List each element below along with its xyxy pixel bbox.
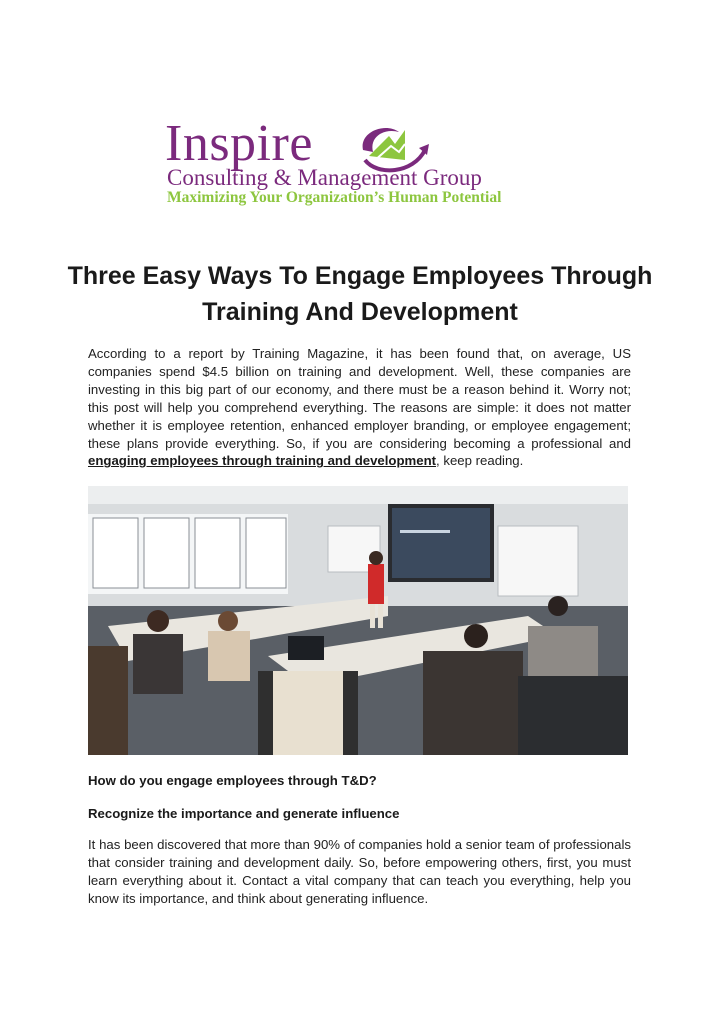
photo-illustration bbox=[88, 486, 628, 755]
logo-tagline: Maximizing Your Organization’s Human Potential bbox=[167, 189, 502, 206]
article-title: Three Easy Ways To Engage Employees Through Training And Development bbox=[67, 262, 653, 326]
intro-tail: , keep reading. bbox=[436, 453, 524, 469]
subheading-importance: Recognize the importance and generate influence bbox=[88, 806, 400, 821]
logo-company-name: Consulting & Management Group bbox=[167, 165, 482, 190]
company-logo bbox=[165, 115, 575, 210]
training-session-photo bbox=[88, 486, 628, 755]
training-development-link[interactable]: engaging employees through training and development bbox=[88, 453, 437, 469]
intro-text: According to a report by Training Magazine, it has been found that, on average, US companies spend $4.5 billion on training and development. Well, these companies are investing in this big part of our economy, and there must be a reason behind it. Worry not; this post will help you comprehend everything. The reasons are simple: it does not matter whether it is employee retention, enhanced employer branding, or employee engagement; these plans provide everything. So, if you are considering becoming a professional and bbox=[88, 346, 631, 451]
logo-wordmark: Inspire bbox=[165, 115, 313, 172]
intro-paragraph bbox=[88, 345, 631, 470]
section-heading-engage: How do you engage employees through T&D? bbox=[88, 773, 377, 788]
body-paragraph: It has been discovered that more than 90% of companies hold a senior team of professionals that consider training and development daily. So, before empowering others, first, you must learn everything about it. Contact a vital company that can teach you everything, help you know its importance, and think about generating influence. bbox=[88, 837, 631, 906]
